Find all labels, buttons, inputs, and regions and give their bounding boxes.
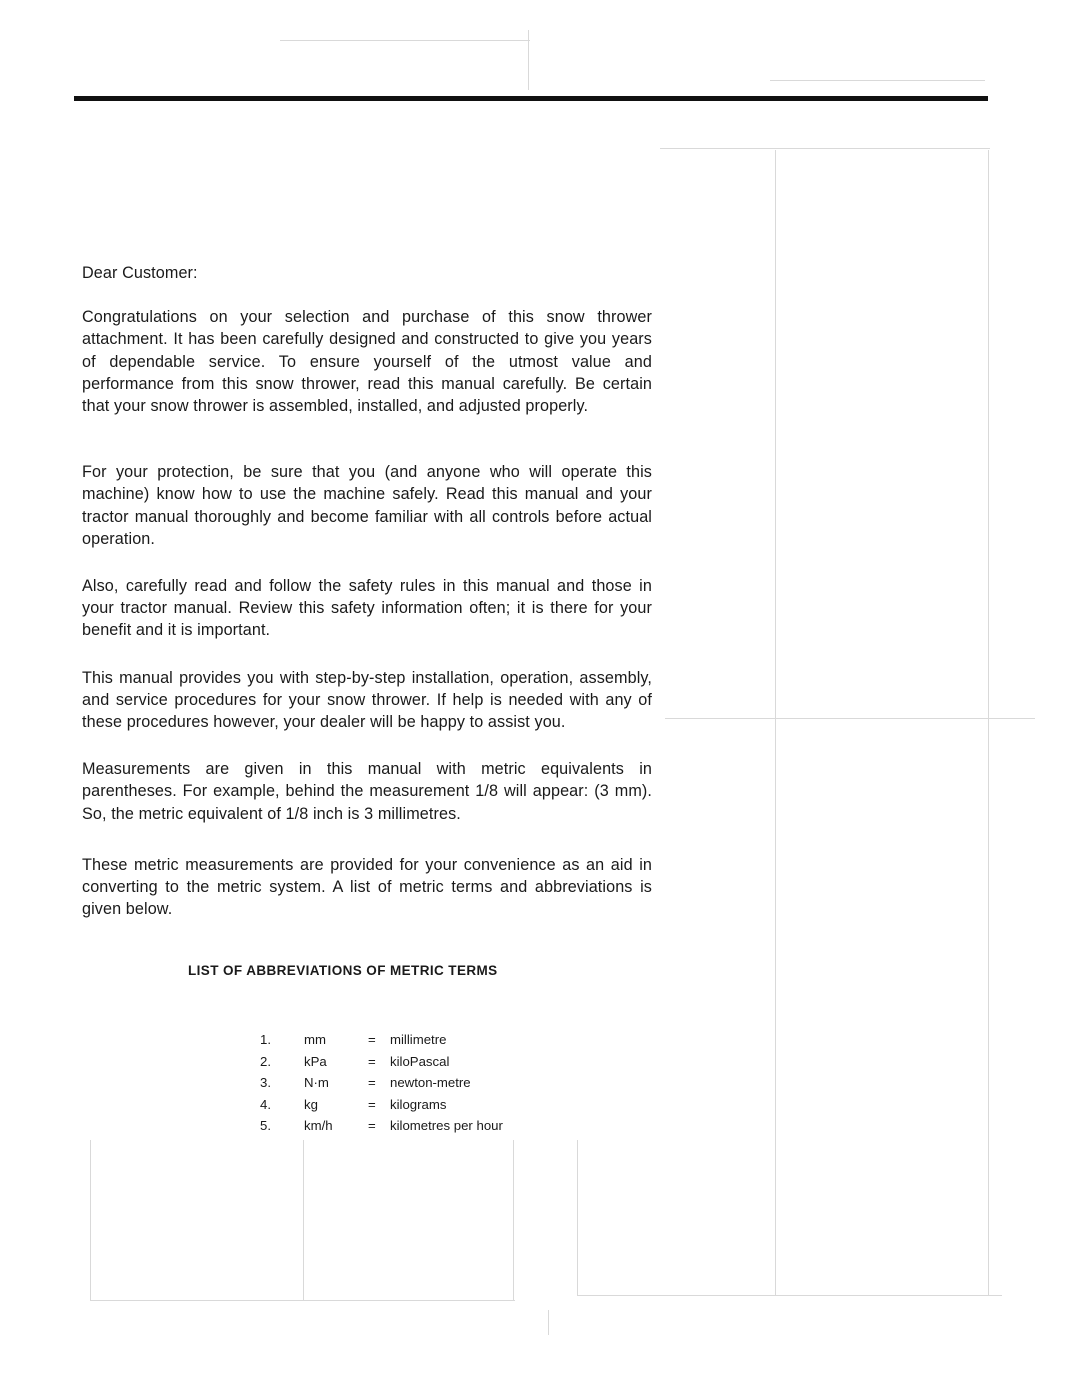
item-equals: =: [368, 1075, 376, 1090]
header-rule: [74, 96, 988, 101]
item-symbol: mm: [304, 1032, 326, 1047]
item-symbol: kg: [304, 1096, 318, 1112]
customer-letter: [82, 262, 652, 949]
letter-greeting: Dear Customer:: [82, 264, 198, 282]
scan-line: [513, 1140, 514, 1300]
letter-paragraph: For your protection, be sure that you (and anyone who will operate this machine) know how to use the machine safely. Read this manual and your tractor manual thoroughly and become familiar with all controls before actual operation.: [82, 463, 652, 548]
letter-paragraph: Congratulations on your selection and purchase of this snow thrower attachment. It has been carefully designed and constructed to give you years of dependable service. To ensure yourself of the utmost value and performance from this snow thrower, read this manual carefully. Be certain that your snow thrower is assembled, installed, and adjusted properly.: [82, 308, 652, 416]
item-symbol: kPa: [304, 1053, 327, 1069]
item-equals: =: [368, 1053, 376, 1069]
list-item: [260, 1097, 560, 1119]
scan-line: [280, 40, 530, 41]
scan-line: [577, 1140, 578, 1295]
item-term: millimetre: [390, 1032, 447, 1047]
scan-line: [775, 150, 776, 1295]
list-item: [260, 1032, 560, 1054]
scan-line: [528, 30, 529, 90]
abbreviations-heading: LIST OF ABBREVIATIONS OF METRIC TERMS: [188, 963, 498, 978]
item-number: 3.: [260, 1075, 271, 1090]
abbreviations-list: [260, 1032, 560, 1140]
scan-line: [303, 1140, 304, 1300]
scan-line: [577, 1295, 1002, 1296]
list-item: [260, 1075, 560, 1097]
scan-line: [665, 718, 1035, 719]
letter-paragraph: Also, carefully read and follow the safety rules in this manual and those in your tractor manual. Review this safety information often; it is there for your benefit and it is important.: [82, 577, 652, 640]
item-number: 1.: [260, 1032, 271, 1047]
scan-line: [988, 150, 989, 1295]
scan-line: [660, 148, 990, 149]
item-term: newton-metre: [390, 1075, 471, 1090]
item-term: kiloPascal: [390, 1053, 450, 1069]
scan-line: [548, 1310, 549, 1335]
item-equals: =: [368, 1096, 376, 1112]
scan-line: [770, 80, 985, 81]
item-number: 2.: [260, 1053, 271, 1069]
item-term: kilograms: [390, 1096, 447, 1112]
item-equals: =: [368, 1118, 376, 1133]
letter-paragraph: Measurements are given in this manual with metric equivalents in parentheses. For example, behind the measurement 1/8 will appear: (3 mm). So, the metric equivalent of 1/8 inch is 3 millimetres.: [82, 760, 652, 823]
letter-paragraph: This manual provides you with step-by-step installation, operation, assembly, and service procedures for your snow thrower. If help is needed with any of these procedures however, your dealer will be happy to assist you.: [82, 668, 652, 732]
item-symbol: km/h: [304, 1118, 333, 1133]
scan-line: [90, 1140, 91, 1300]
letter-paragraph: These metric measurements are provided for your convenience as an aid in converting to the metric system. A list of metric terms and abbreviations is given below.: [82, 855, 652, 919]
item-equals: =: [368, 1032, 376, 1047]
item-number: 5.: [260, 1118, 271, 1133]
item-term: kilometres per hour: [390, 1118, 503, 1133]
scan-line: [90, 1300, 515, 1301]
list-item: [260, 1118, 560, 1140]
item-symbol: N·m: [304, 1075, 329, 1090]
list-item: [260, 1054, 560, 1076]
item-number: 4.: [260, 1096, 271, 1112]
